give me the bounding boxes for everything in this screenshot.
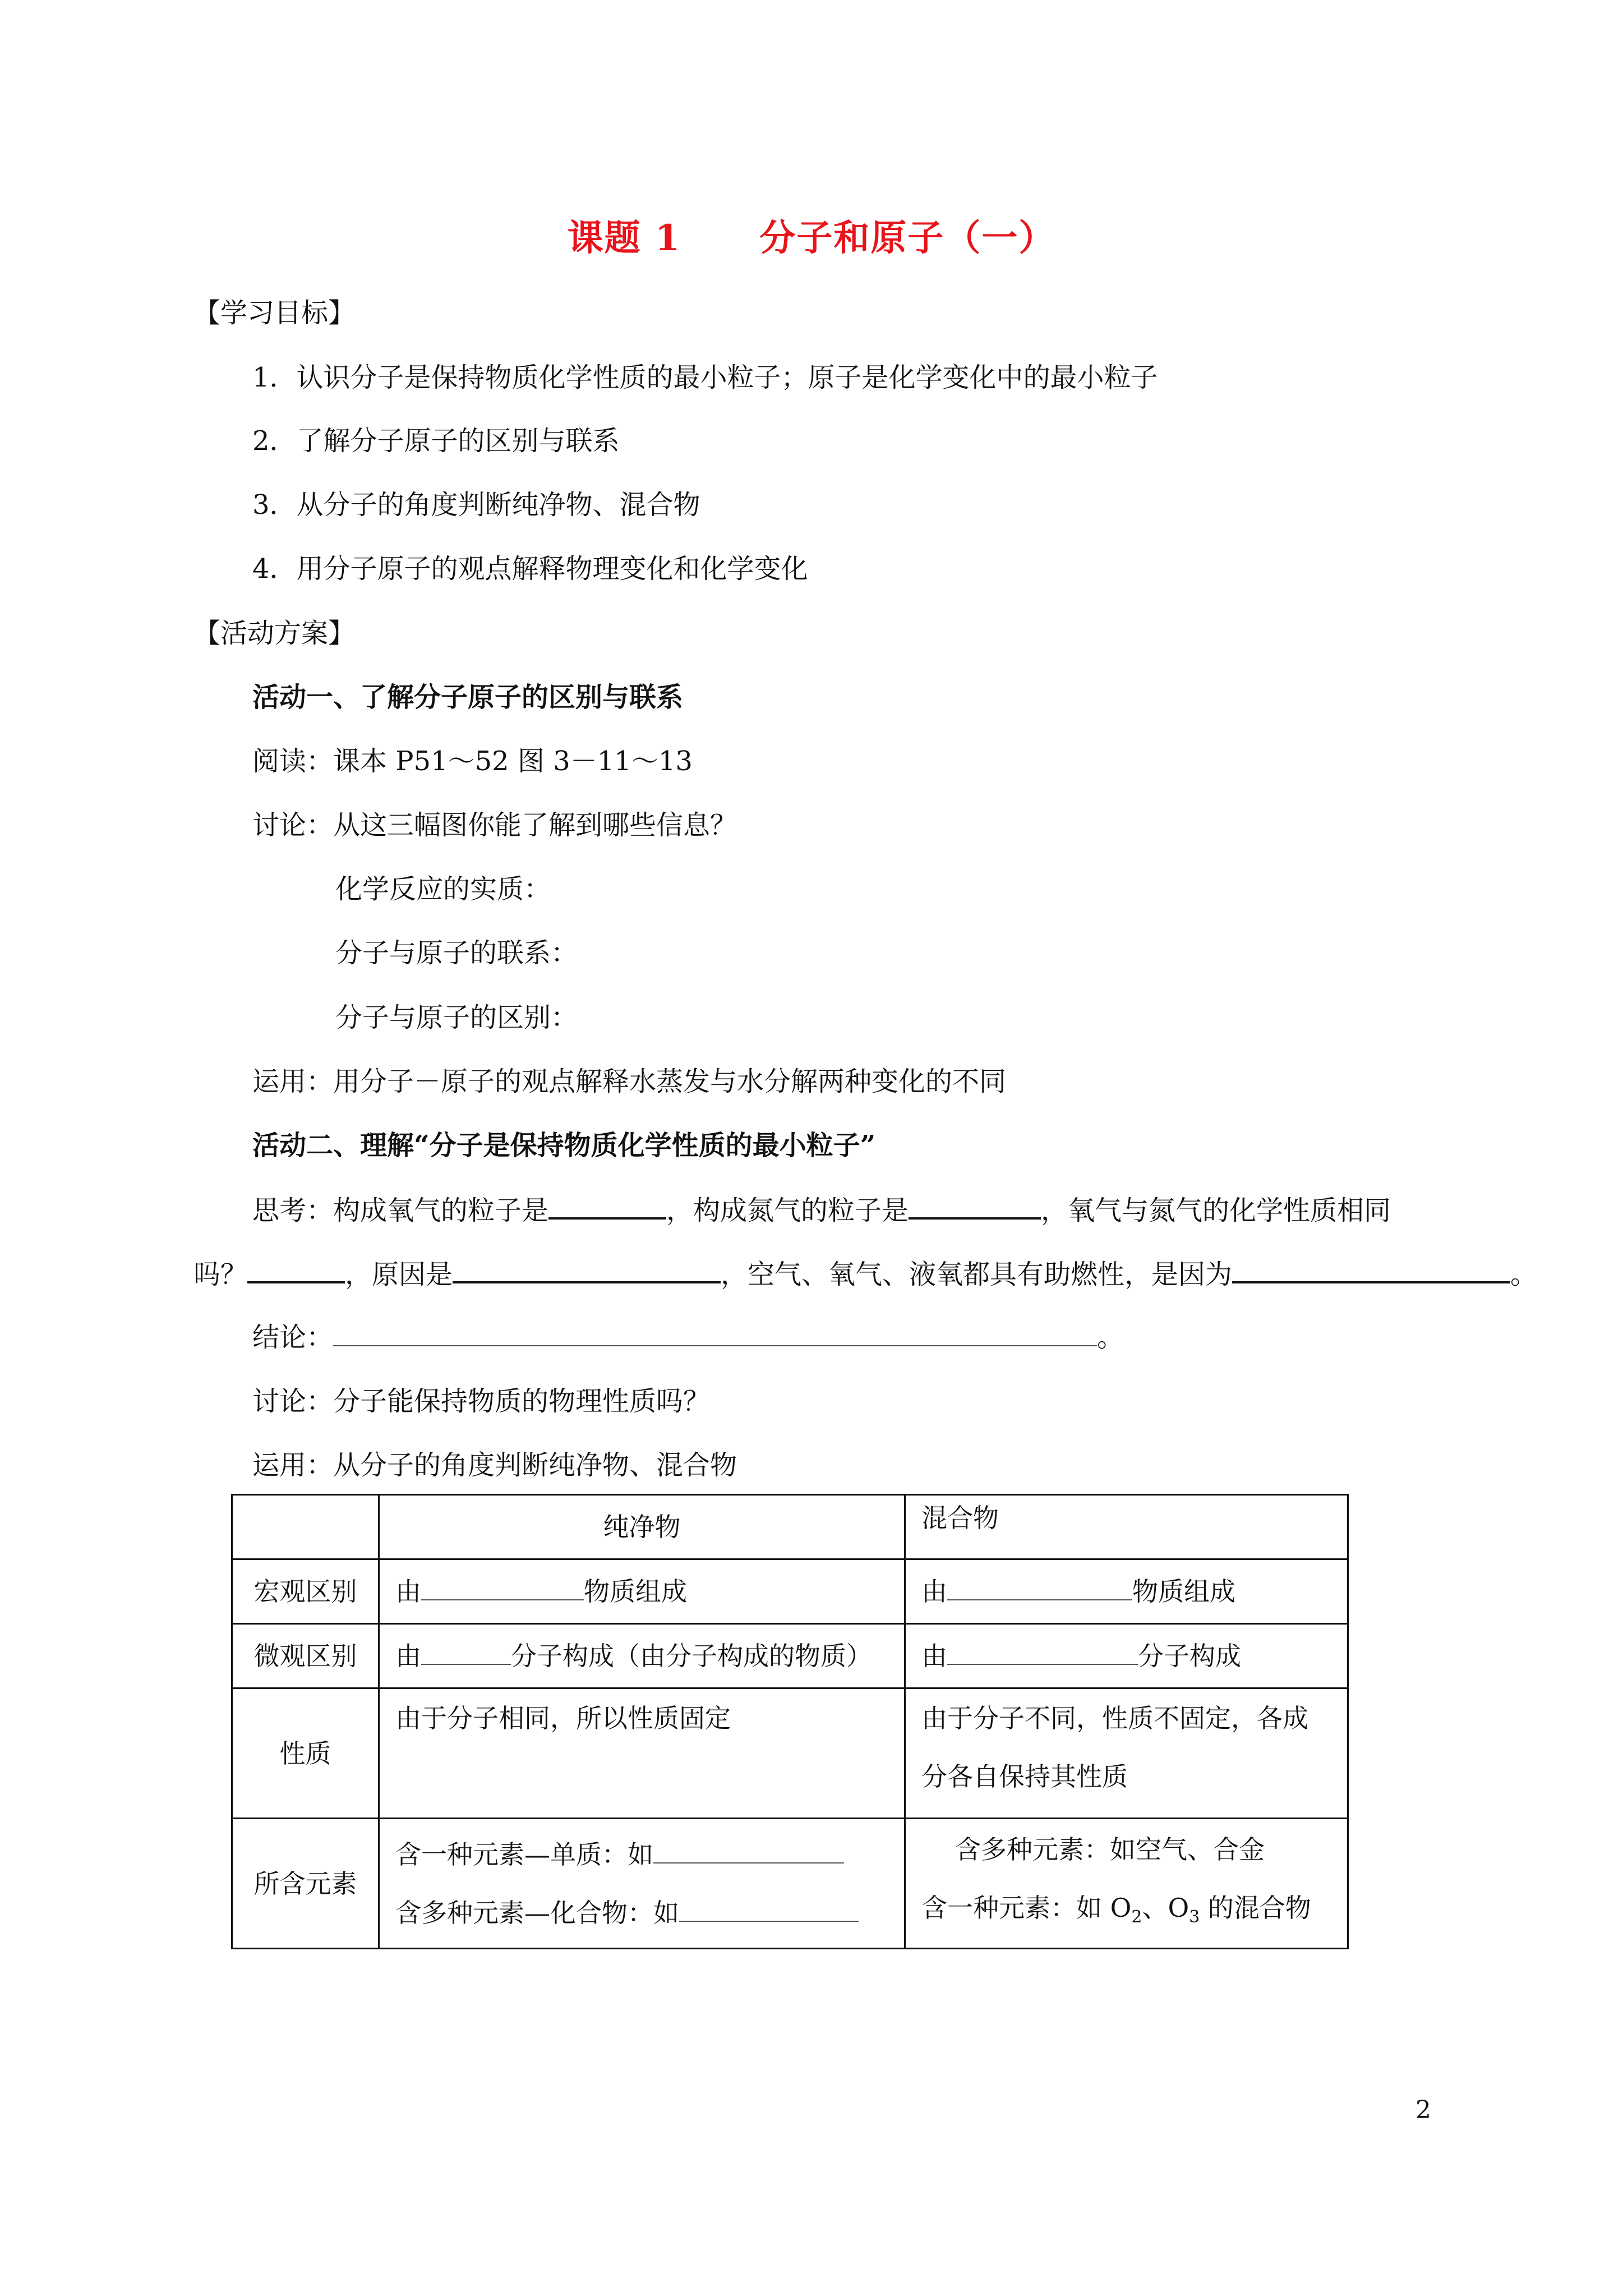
think-text-a: 思考：构成氧气的粒子是 (252, 1195, 549, 1226)
cell-line (395, 1825, 888, 1884)
blank-conclusion[interactable] (333, 1320, 1097, 1346)
activity1-discussion: 讨论：从这三幅图你能了解到哪些信息？ (252, 809, 737, 841)
lesson-topic: 分子和原子（一） (759, 217, 1056, 259)
row-label-macro: 宏观区别 (232, 1559, 379, 1624)
question-reaction-essence: 化学反应的实质： (335, 873, 551, 905)
activity1-heading: 活动一、了解分子原子的区别与联系 (252, 682, 684, 713)
cell-elements-pure (379, 1819, 905, 1949)
activity2-heading: 活动二、理解“分子是保持物质化学性质的最小粒子” (252, 1130, 876, 1161)
row-label-property: 性质 (232, 1688, 379, 1819)
blank-element-example[interactable] (653, 1838, 844, 1864)
blank-macro-mixture[interactable] (947, 1575, 1132, 1600)
cell-text: 由 (395, 1641, 421, 1671)
cell-elements-mixture (905, 1819, 1348, 1949)
cell-text: 物质组成 (584, 1576, 687, 1607)
row-label-micro: 微观区别 (232, 1624, 379, 1688)
row-label-elements: 所含元素 (232, 1819, 379, 1949)
lesson-number: 课题 1 (567, 217, 681, 259)
table-header-row (232, 1495, 1348, 1559)
cell-text: 、O (1142, 1892, 1189, 1923)
cell-text: 含一种元素—单质：如 (395, 1839, 653, 1870)
question-relation: 分子与原子的联系： (335, 937, 578, 969)
blank-compound-example[interactable] (679, 1896, 859, 1922)
objective-1: 1．认识分子是保持物质化学性质的最小粒子；原子是化学变化中的最小粒子 (252, 362, 1158, 393)
cell-property-mixture (905, 1688, 1348, 1819)
blank-same-property[interactable] (247, 1257, 345, 1283)
comparison-table (231, 1494, 1349, 1949)
conclusion-line (252, 1320, 1124, 1354)
cell-text: 物质组成 (1132, 1576, 1235, 1607)
cell-micro-pure (379, 1624, 905, 1688)
page-title (0, 216, 1623, 261)
objective-3: 3．从分子的角度判断纯净物、混合物 (252, 489, 700, 521)
header-empty-cell (232, 1495, 379, 1559)
cell-text: 含多种元素—化合物：如 (395, 1897, 679, 1928)
cell-line (921, 1879, 1331, 1947)
activity1-application: 运用：用分子－原子的观点解释水蒸发与水分解两种变化的不同 (252, 1066, 1007, 1097)
activity2-application: 运用：从分子的角度判断纯净物、混合物 (252, 1450, 737, 1481)
think-text-f: ，空气、氧气、液氧都具有助燃性，是因为 (721, 1259, 1233, 1290)
table-row-elements (232, 1819, 1348, 1949)
cell-text: 由于分子不同，性质不固定，各成 (921, 1703, 1308, 1733)
cell-text: 由 (921, 1641, 947, 1671)
think-text-b: ，构成氮气的粒子是 (666, 1195, 909, 1226)
header-mixture: 混合物 (905, 1495, 1348, 1559)
activity2-discussion: 讨论：分子能保持物质的物理性质吗？ (252, 1386, 711, 1417)
table-row-micro (232, 1624, 1348, 1688)
question-difference: 分子与原子的区别： (335, 1002, 578, 1033)
subscript: 3 (1189, 1907, 1200, 1927)
cell-text: 含一种元素：如 O (921, 1892, 1132, 1923)
blank-nitrogen-particle[interactable] (909, 1193, 1041, 1220)
think-line-2 (193, 1257, 1537, 1291)
objective-2: 2．了解分子原子的区别与联系 (252, 425, 620, 457)
cell-text: 分子构成（由分子构成的物质） (511, 1641, 872, 1671)
cell-macro-mixture (905, 1559, 1348, 1624)
conclusion-label: 结论： (252, 1322, 334, 1353)
table-row-macro (232, 1559, 1348, 1624)
blank-reason[interactable] (453, 1257, 721, 1283)
cell-text: 含多种元素：如空气、合金 (955, 1834, 1265, 1865)
think-text-d: 吗？ (193, 1259, 248, 1290)
objectives-heading: 【学习目标】 (193, 297, 356, 329)
objective-4: 4．用分子原子的观点解释物理变化和化学变化 (252, 553, 808, 585)
table-row-property (232, 1688, 1348, 1819)
subscript: 2 (1131, 1907, 1142, 1927)
cell-text: 的混合物 (1200, 1892, 1311, 1923)
think-text-c: ，氧气与氮气的化学性质相同 (1041, 1195, 1391, 1226)
cell-line (395, 1884, 888, 1942)
blank-macro-pure[interactable] (421, 1575, 584, 1600)
activity1-reading: 阅读：课本 P51～52 图 3－11～13 (252, 746, 693, 777)
header-pure-substance: 纯净物 (379, 1495, 905, 1559)
think-line-1 (252, 1193, 1391, 1227)
cell-micro-mixture (905, 1624, 1348, 1688)
conclusion-end: 。 (1097, 1322, 1124, 1353)
cell-text: 由 (395, 1576, 421, 1607)
think-text-g: 。 (1510, 1259, 1538, 1290)
cell-macro-pure (379, 1559, 905, 1624)
cell-property-pure: 由于分子相同，所以性质固定 (379, 1688, 905, 1819)
cell-text: 分各自保持其性质 (921, 1761, 1128, 1792)
blank-micro-pure[interactable] (421, 1639, 511, 1665)
cell-text: 分子构成 (1138, 1641, 1241, 1671)
blank-oxygen-particle[interactable] (548, 1193, 666, 1220)
think-text-e: ，原因是 (345, 1259, 453, 1290)
cell-text: 由 (921, 1576, 947, 1607)
page-number: 2 (1415, 2096, 1431, 2124)
blank-because[interactable] (1232, 1257, 1510, 1283)
plan-heading: 【活动方案】 (193, 618, 356, 649)
blank-micro-mixture[interactable] (947, 1639, 1138, 1665)
